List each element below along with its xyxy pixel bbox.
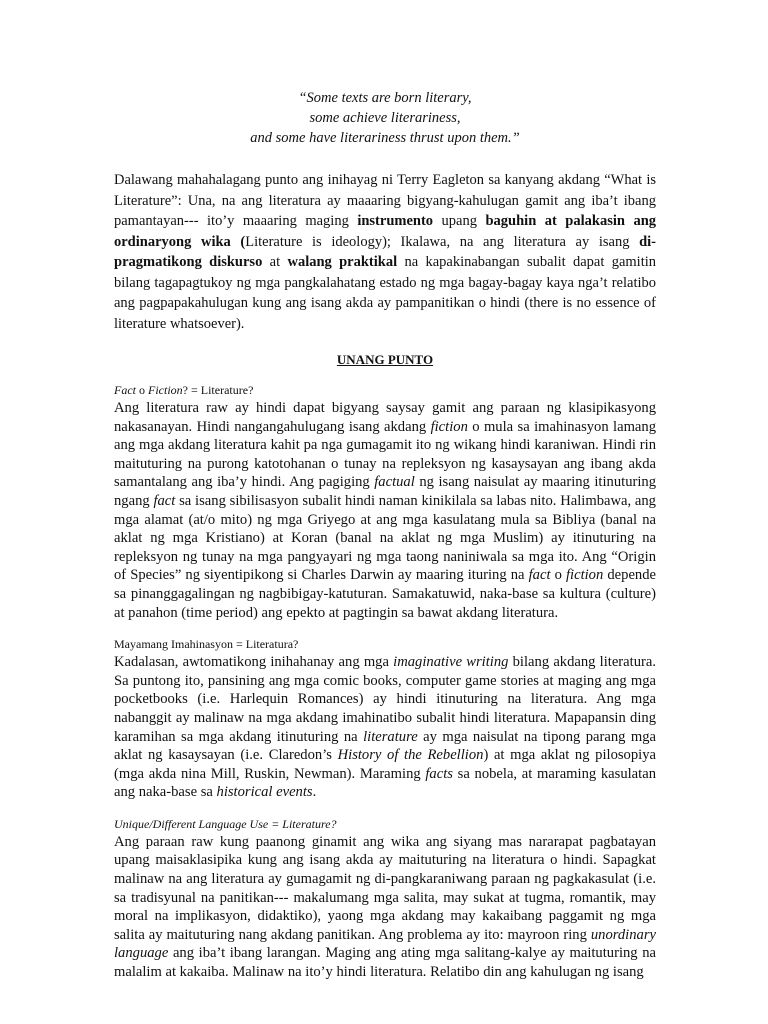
text-run: na kapakinabangan subalit dapat gamitin bilang tagapagtukoy ng mga pangkalahatang estado ng mga bagay-bagay kaya nga’t relatibo ang pagpapakahulugan kung ang isang akda ay pampanitikan o hindi (there is no essence of literature whatsoever). (114, 254, 656, 332)
bold-term: walang praktikal (287, 254, 398, 270)
text-run: ay mga naisulat na tipong parang mga aklat ng kasaysayan (i.e. Claredon’s (114, 728, 657, 764)
italic-term: factual (374, 474, 415, 491)
text-run: ? = Literature? (182, 383, 254, 397)
italic-term: historical events (216, 784, 313, 801)
paragraph-imahinasyon (114, 653, 656, 802)
intro-paragraph (114, 170, 656, 334)
paragraph-fact-fiction (114, 399, 656, 622)
italic-term: facts (425, 765, 453, 782)
section-heading: UNANG PUNTO (336, 352, 434, 367)
text-run: Ang literatura raw ay hindi dapat bigyang saysay gamit ang paraan ng klasipikasyong nakasanayan. Hindi nangangahulugang isang akdang (114, 400, 656, 435)
text-run: . (312, 784, 317, 801)
epigraph-line: and some have literariness thrust upon them.” (250, 130, 520, 146)
text-run: o (136, 383, 148, 397)
text-run: o (550, 567, 566, 584)
subsection-heading-imahinasyon: Mayamang Imahinasyon = Literatura? (114, 637, 299, 652)
text-run: Dalawang mahahalagang punto ang inihayag ni Terry Eagleton sa kanyang akdang “What is Literature”: Una, na ang literatura ay maaaring bigyang-kahulugan gamit ang iba’t ibang pamantayan--- ito’y maaaring maging (114, 172, 656, 229)
text-run: sa nobela, at maraming kasulatan ang naka-base sa (114, 765, 656, 801)
text-run: Literature is ideology); Ikalawa, na ang literatura ay isang (245, 233, 640, 250)
text-run: bilang akdang literatura. Sa puntong ito, pansining ang mga comic books, computer game stories at maging ang mga pocketbooks (i.e. Harlequin Romances) ay hindi itinuturing na literatura. Ang mga nabanggit ay malinaw na mga akdang imahinatibo subalit hindi literatura. Mapapansin ding karamihan sa mga akdang itinuturing na (114, 654, 656, 745)
italic-term: imaginative writing (393, 654, 509, 671)
text-run: Kadalasan, awtomatikong inihahanay ang mga (114, 654, 394, 671)
bold-term: di-pragmatikong diskurso (114, 233, 656, 270)
italic-term: fiction (565, 567, 604, 584)
text-run: ang iba’t ibang larangan. Maging ang ating mga salitang-kalye ay maituturing na malalim at kakaiba. Malinaw na ito’y hindi literatura. Relatibo din ang kahulugan ng isang (114, 945, 656, 981)
bold-term: instrumento (357, 213, 434, 229)
italic-term: fact (153, 492, 176, 509)
text-run: depende sa pinanggagalingan ng nagbibigay-katuturan. Samakatuwid, naka-base sa kultura (culture) at panahon (time period) ang epekto at pagtingin sa bawat akdang literatura. (114, 567, 656, 621)
text-run: at (262, 254, 288, 270)
italic-term: History of the Rebellion (337, 747, 484, 764)
paragraph-language-use (114, 833, 656, 982)
subsection-heading-fact-fiction (114, 382, 656, 398)
italic-term: fact (528, 567, 551, 584)
italic-heading: Unique/Different Language Use = Literature? (114, 816, 337, 831)
bold-term: baguhin at palakasin ang ordinaryong wika ( (114, 213, 657, 250)
italic-term: Fiction (148, 383, 183, 397)
text-run: ng isang naisulat ay maaring itinuturing ngang (114, 474, 656, 509)
italic-term: literature (363, 728, 418, 745)
epigraph-quote (114, 88, 656, 148)
subsection-heading-language-use (114, 816, 656, 832)
italic-term: Fact (114, 383, 136, 397)
epigraph-line: some achieve literariness, (309, 110, 461, 126)
text-run: sa isang sibilisasyon subalit hindi naman kinikilala sa labas nito. Halimbawa, ang mga alamat (at/o mito) ng mga Griyego at ang mga kasulatang mula sa Bibliya (banal na aklat ng mga Kristiano) at Koran (banal na aklat ng mga Muslim) ay itinuturing na repleksyon ng tunay na mga pangyayari ng mga taong naniniwala sa mga ito. Ang “Origin of Species” ng siyentipikong si Charles Darwin ay maaring ituring na (114, 492, 656, 584)
text-run: upang (433, 213, 486, 229)
text-run: o mula sa imahinasyon lamang ang mga akdang literatura kahit pa nga gumagamit ito ng wikang hindi karaniwan. Hindi rin maituturing na purong katotohanan o tunay na repleksyon ng kasaysayan ang ibang akda samantalang ang iba’y hindi. Ang pagiging (114, 418, 656, 491)
italic-term: unordinary language (114, 926, 656, 962)
text-run: ) at mga aklat ng pilosopiya (mga akda nina Mill, Ruskin, Newman). Maraming (114, 747, 656, 782)
text-run: Ang paraan raw kung paanong ginamit ang wika ang siyang mas nararapat pagbatayan upang maisaklasipika kung ang isang akda ay maituturing na literatura o hindi. Sapagkat malinaw na ang literatura ay gumagamit ng di-pangkaraniwang paraan ng pagkakasulat (i.e. sa tradisyunal na panitikan--- makalumang mga salita, may sukat at tugma, romantik, may moral na implikasyon, didaktiko), yaong mga akdang may kakaibang paggamit ng mga salita ay maituturing nang akdang panitikan. Ang problema ay ito: mayroon ring (114, 833, 656, 943)
epigraph-line: “Some texts are born literary, (298, 90, 472, 106)
italic-term: fiction (430, 418, 468, 435)
